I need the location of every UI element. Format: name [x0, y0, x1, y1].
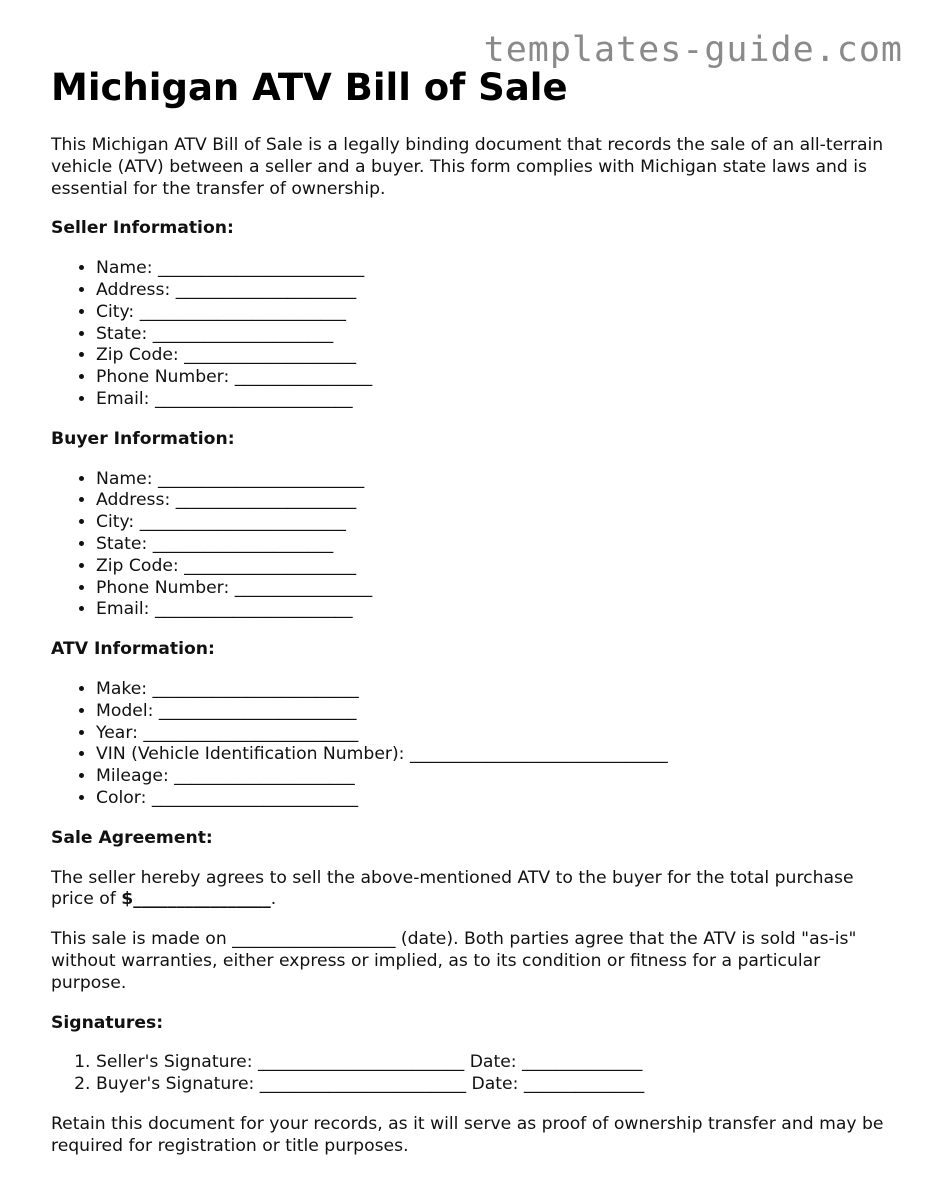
document-page — [51, 64, 891, 1157]
seller-address-field: • Address: _____________________ — [96, 280, 891, 302]
seller-zip-field: • Zip Code: ____________________ — [96, 345, 891, 367]
buyer-address-field: • Address: _____________________ — [96, 490, 891, 512]
seller-email-field: • Email: _______________________ — [96, 389, 891, 411]
atv-year-field: • Year: _________________________ — [96, 723, 891, 745]
document-title: Michigan ATV Bill of Sale — [51, 66, 568, 109]
seller-name-field: • Name: ________________________ — [96, 258, 891, 280]
atv-heading: ATV Information: — [51, 639, 215, 660]
buyer-zip-field: • Zip Code: ____________________ — [96, 556, 891, 578]
buyer-phone-field: • Phone Number: ________________ — [96, 578, 891, 600]
sale-heading: Sale Agreement: — [51, 827, 213, 848]
buyer-name-field: • Name: ________________________ — [96, 469, 891, 491]
atv-mileage-field: • Mileage: _____________________ — [96, 766, 891, 788]
site-watermark: templates-guide.com — [483, 30, 903, 70]
seller-phone-field: • Phone Number: ________________ — [96, 367, 891, 389]
seller-city-field: • City: ________________________ — [96, 302, 891, 324]
signatures-heading: Signatures: — [51, 1012, 164, 1033]
buyer-city-field: • City: ________________________ — [96, 512, 891, 534]
intro-paragraph: This Michigan ATV Bill of Sale is a legally binding document that records the sale of an all-terrain vehicle (ATV) between a seller and a buyer. This form complies with Michigan state laws and is essential for the transfer of ownership. — [51, 135, 884, 199]
atv-vin-field: • VIN (Vehicle Identification Number): ______________________________ — [96, 744, 891, 766]
sale-date-paragraph: This sale is made on ___________________ (date). Both parties agree that the ATV is sold "as-is" without warranties, either express or implied, as to its condition or fitness for a particular purpose. — [51, 929, 857, 993]
buyer-signature-line: 2. Buyer's Signature: ________________________ Date: ______________ — [96, 1074, 891, 1096]
sale-price-end: . — [270, 889, 277, 910]
buyer-state-field: • State: _____________________ — [96, 534, 891, 556]
sale-price-blank: $________________ — [121, 889, 271, 910]
atv-model-field: • Model: _______________________ — [96, 701, 891, 723]
atv-color-field: • Color: ________________________ — [96, 788, 891, 810]
closing-paragraph: Retain this document for your records, as it will serve as proof of ownership transfer and may be required for registration or title purposes. — [51, 1113, 884, 1156]
signature-list — [51, 1052, 891, 1096]
seller-field-list — [51, 258, 891, 411]
seller-state-field: • State: _____________________ — [96, 324, 891, 346]
sale-price-text: The seller hereby agrees to sell the above-mentioned ATV to the buyer for the total purchase price of — [51, 867, 854, 910]
atv-make-field: • Make: ________________________ — [96, 679, 891, 701]
buyer-field-list — [51, 469, 891, 622]
seller-signature-line: 1. Seller's Signature: ________________________ Date: ______________ — [96, 1052, 891, 1074]
atv-field-list — [51, 679, 891, 810]
seller-heading: Seller Information: — [51, 218, 234, 239]
sale-price-paragraph — [51, 868, 891, 912]
buyer-heading: Buyer Information: — [51, 428, 235, 449]
buyer-email-field: • Email: _______________________ — [96, 599, 891, 621]
